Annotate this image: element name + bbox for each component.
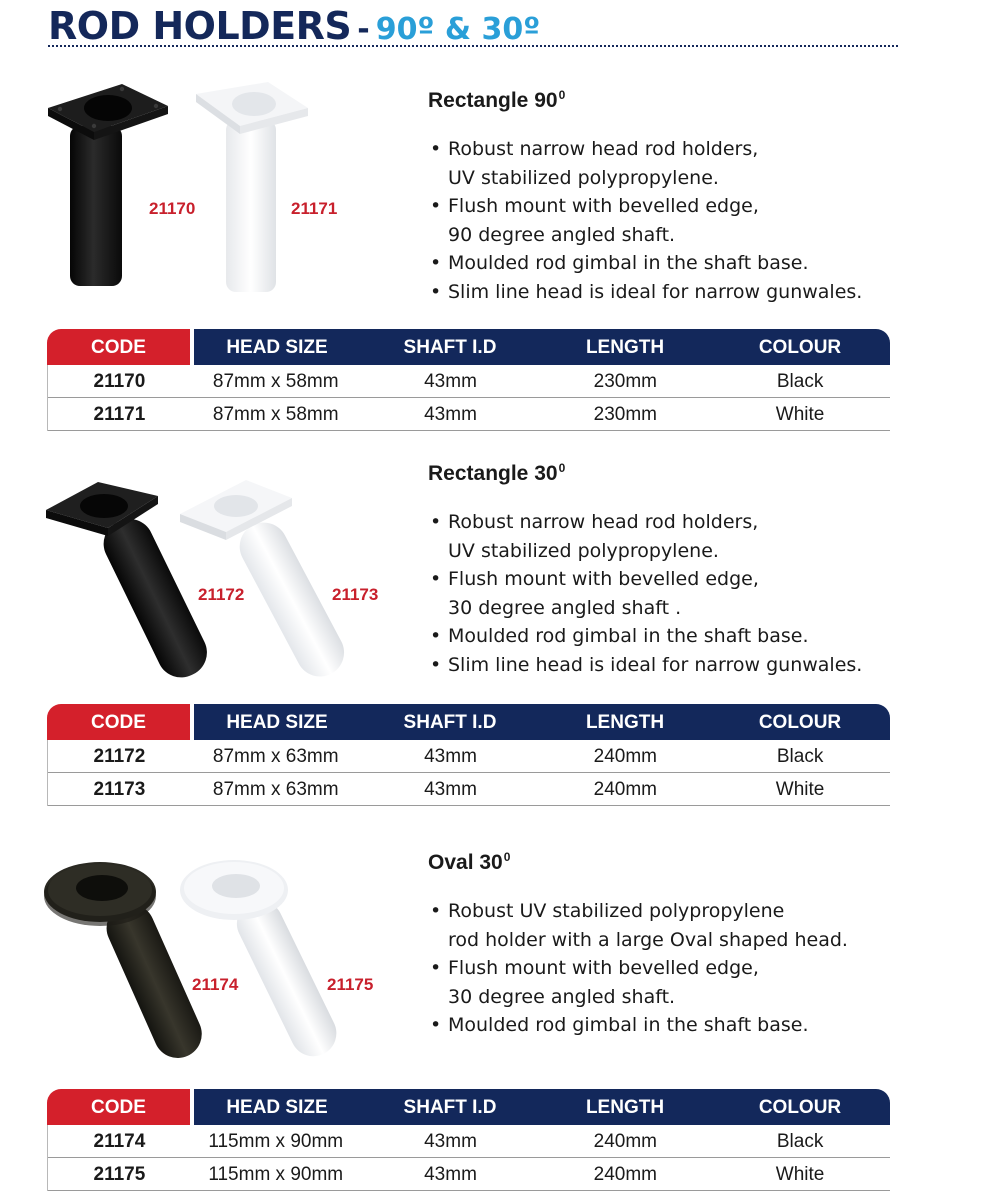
column-header-length: LENGTH [585,1097,665,1118]
page-title-angles: 90º & 30º [375,12,541,47]
column-header-colour: COLOUR [758,337,842,358]
product-code-label: 21173 [332,585,379,604]
feature-item: • Moulded rod gimbal in the shaft base. [428,622,988,651]
feature-item: • Moulded rod gimbal in the shaft base. [428,1011,988,1040]
rod-holder-black-90-image [44,80,204,300]
rod-holder-white-oval-image [176,858,356,1068]
rod-holder-white-90-image [188,80,338,300]
feature-item: • Flush mount with bevelled edge, 30 degree angled shaft. [428,954,988,1011]
feature-item: • Moulded rod gimbal in the shaft base. [428,249,988,278]
product-heading: Rectangle $30^0$ [428,461,566,485]
product-images [40,80,400,320]
feature-item: • Robust narrow head rod holders, UV stabilized polypropylene. [428,508,988,565]
column-header-shaft-id: SHAFT I.D [403,337,497,358]
table-row: 21173 87mm x 63mm 43mm 240mm White [48,773,890,806]
table-header [47,704,890,740]
product-images [40,858,400,1098]
column-header-length: LENGTH [585,337,665,358]
table-row: 21172 87mm x 63mm 43mm 240mm Black [48,740,890,773]
product-code-label: 21174 [192,975,239,994]
product-code-label: 21171 [291,199,338,218]
title-dotted-rule [48,45,898,47]
feature-item: • Slim line head is ideal for narrow gunwales. [428,278,988,307]
feature-item: • Robust narrow head rod holders, UV stabilized polypropylene. [428,135,988,192]
spec-table-rectangle-90 [47,329,890,431]
spec-table-oval-30 [47,1089,890,1191]
table-row: 21174 115mm x 90mm 43mm 240mm Black [48,1125,890,1158]
product-code-label: 21170 [149,199,196,218]
feature-list [428,508,988,679]
column-header-colour: COLOUR [758,1097,842,1118]
column-header-code: CODE [47,704,190,740]
feature-item: • Robust UV stabilized polypropylene rod holder with a large Oval shaped head. [428,897,988,954]
page-title-dash: - [357,12,370,47]
product-info [428,88,988,306]
product-images [40,470,400,710]
product-heading: Oval $30^0$ [428,850,511,874]
product-info [428,461,988,679]
column-header-head-size: HEAD SIZE [226,1097,328,1118]
feature-item: • Flush mount with bevelled edge, 30 degree angled shaft . [428,565,988,622]
table-header [47,329,890,365]
spec-table-rectangle-30 [47,704,890,806]
feature-list [428,897,988,1040]
feature-list [428,135,988,306]
column-header-head-size: HEAD SIZE [226,337,328,358]
product-code-label: 21175 [327,975,374,994]
column-header-code: CODE [47,329,190,365]
table-row: 21175 115mm x 90mm 43mm 240mm White [48,1158,890,1191]
product-info [428,850,988,1040]
product-code-label: 21172 [198,585,245,604]
column-header-shaft-id: SHAFT I.D [403,1097,497,1118]
product-heading: Rectangle $90^0$ [428,88,566,112]
feature-item: • Flush mount with bevelled edge, 90 degree angled shaft. [428,192,988,249]
page-title [48,4,540,48]
table-row: 21170 87mm x 58mm 43mm 230mm Black [48,365,890,398]
column-header-colour: COLOUR [758,712,842,733]
table-header [47,1089,890,1125]
table-row: 21171 87mm x 58mm 43mm 230mm White [48,398,890,431]
column-header-head-size: HEAD SIZE [226,712,328,733]
column-header-shaft-id: SHAFT I.D [403,712,497,733]
column-header-length: LENGTH [585,712,665,733]
page-title-main: ROD HOLDERS [48,4,352,48]
feature-item: • Slim line head is ideal for narrow gunwales. [428,651,988,680]
column-header-code: CODE [47,1089,190,1125]
